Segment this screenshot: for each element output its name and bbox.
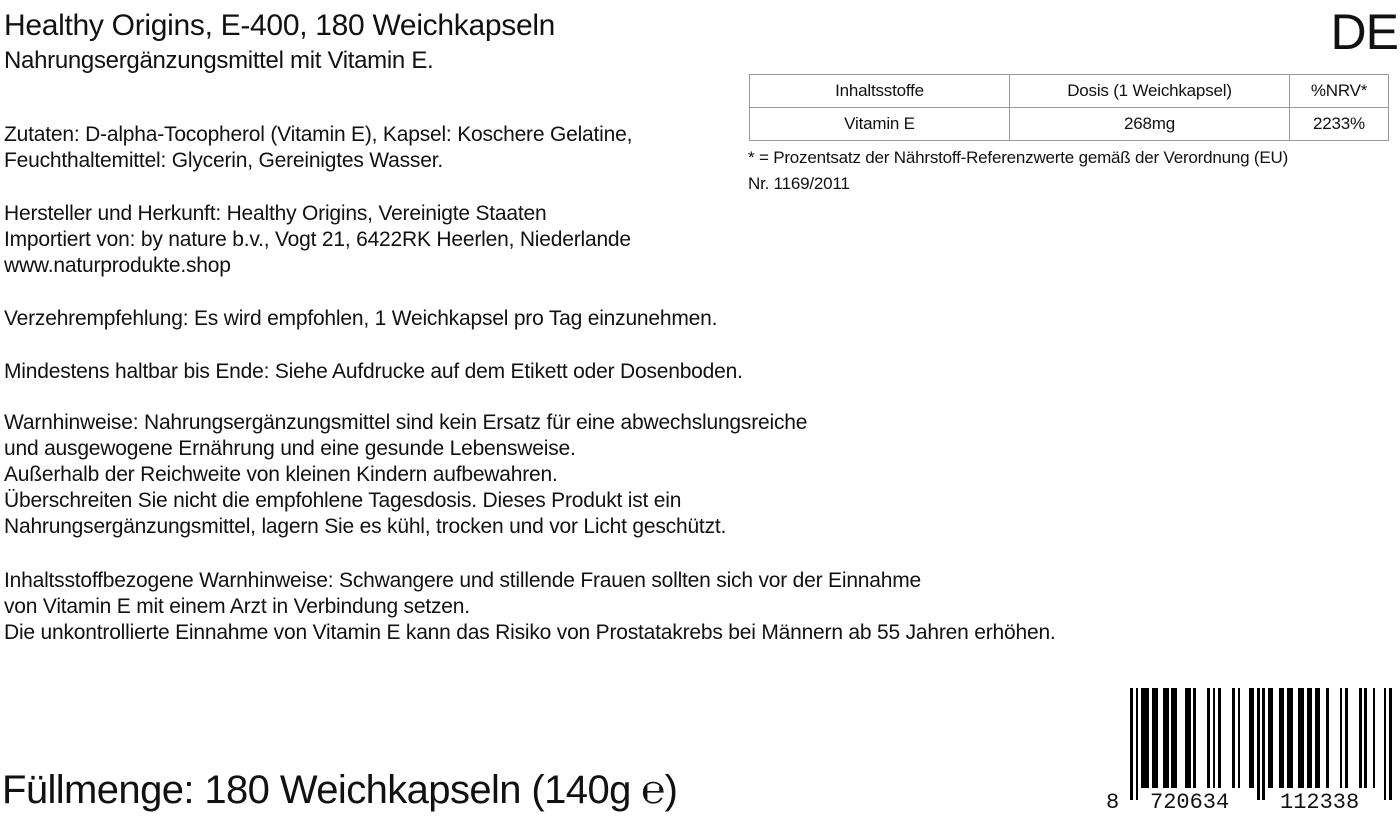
barcode-bars <box>1130 688 1392 788</box>
barcode-first-digit: 8 <box>1106 790 1120 815</box>
ingredients-line: Feuchthaltemittel: Glycerin, Gereinigtes Wasser. <box>4 149 443 172</box>
barcode-bar <box>1193 688 1196 788</box>
nrv-footnote <box>748 145 1288 197</box>
barcode-bar <box>1185 688 1191 788</box>
barcode-bar <box>1207 688 1210 788</box>
language-code: DE <box>1330 4 1398 60</box>
barcode-bar <box>1345 688 1348 788</box>
dosage-recommendation <box>4 306 717 332</box>
ingredients-block <box>4 122 632 174</box>
barcode-bar <box>1218 688 1221 788</box>
warning-line: und ausgewogene Ernährung und eine gesunde Lebensweise. <box>4 437 576 460</box>
table-cell: 2233% <box>1290 108 1389 141</box>
barcode-bar <box>1136 688 1139 800</box>
barcode-bar <box>1249 688 1255 788</box>
barcode-bar <box>1213 688 1216 788</box>
footnote-line: * = Prozentsatz der Nährstoff-Referenzwerte gemäß der Verordnung (EU) <box>748 148 1289 167</box>
nutrition-table <box>749 74 1389 141</box>
ingredient-warning-line: Die unkontrollierte Einnahme von Vitamin E kann das Risiko von Prostatakrebs bei Männern ab 55 Jahren erhöhen. <box>4 621 1056 644</box>
barcode-bar <box>1171 688 1177 788</box>
barcode-bar <box>1279 688 1285 788</box>
product-subtitle: Nahrungsergänzungsmittel mit Vitamin E. <box>4 47 434 74</box>
warning-line: Außerhalb der Reichweite von kleinen Kindern aufbewahren. <box>4 463 558 486</box>
barcode-bar <box>1315 688 1321 788</box>
barcode-bar <box>1340 688 1343 788</box>
barcode-bar <box>1287 688 1293 788</box>
barcode-left-digits: 720634 <box>1150 790 1230 815</box>
barcode-bar <box>1364 688 1367 788</box>
ean-barcode <box>1104 688 1396 820</box>
fill-quantity-close: ) <box>664 768 678 812</box>
table-header-cell: Inhaltsstoffe <box>750 75 1010 108</box>
ingredient-warning-line: von Vitamin E mit einem Arzt in Verbindung setzen. <box>4 595 470 618</box>
manufacturer-line: Importiert von: by nature b.v., Vogt 21, 6422RK Heerlen, Niederlande <box>4 228 631 251</box>
dosage-line: Verzehrempfehlung: Es wird empfohlen, 1 Weichkapsel pro Tag einzunehmen. <box>4 307 718 330</box>
ingredient-warning-line: Inhaltsstoffbezogene Warnhinweise: Schwangere und stillende Frauen sollten sich vor der Einnahme <box>4 569 922 592</box>
fill-quantity-label: Füllmenge: 180 Weichkapseln (140g <box>2 768 631 812</box>
table-cell: 268mg <box>1010 108 1290 141</box>
fill-quantity <box>2 762 677 818</box>
best-before-line: Mindestens haltbar bis Ende: Siehe Aufdrucke auf dem Etikett oder Dosenboden. <box>4 360 743 383</box>
estimated-sign-icon: ℮ <box>641 768 665 812</box>
barcode-bar <box>1359 688 1362 788</box>
barcode-bar <box>1163 688 1169 788</box>
warning-line: Nahrungsergänzungsmittel, lagern Sie es kühl, trocken und vor Licht geschützt. <box>4 515 727 538</box>
barcode-bar <box>1238 688 1241 788</box>
barcode-bar <box>1141 688 1149 788</box>
table-header-cell: Dosis (1 Weichkapsel) <box>1010 75 1290 108</box>
table-header-row <box>750 75 1389 108</box>
barcode-bar <box>1268 688 1274 788</box>
barcode-bar <box>1307 688 1313 788</box>
best-before-note <box>4 359 743 385</box>
barcode-bar <box>1262 688 1265 800</box>
ingredient-warnings-block <box>4 568 1056 646</box>
warning-line: Überschreiten Sie nicht die empfohlene Tagesdosis. Dieses Produkt ist ein <box>4 489 682 512</box>
barcode-bar <box>1389 688 1392 800</box>
footnote-line: Nr. 1169/2011 <box>748 174 850 193</box>
barcode-bar <box>1257 688 1260 800</box>
barcode-right-digits: 112338 <box>1280 790 1360 815</box>
barcode-bar <box>1152 688 1158 788</box>
table-header-cell: %NRV* <box>1290 75 1389 108</box>
barcode-bar <box>1373 688 1376 788</box>
manufacturer-block <box>4 201 631 279</box>
table-cell: Vitamin E <box>750 108 1010 141</box>
table-row <box>750 108 1389 141</box>
barcode-bar <box>1326 688 1329 788</box>
warnings-block <box>4 410 807 540</box>
ingredients-line: Zutaten: D-alpha-Tocopherol (Vitamin E), Kapsel: Koschere Gelatine, <box>4 123 633 146</box>
website-link: www.naturprodukte.shop <box>4 254 231 277</box>
barcode-bar <box>1298 688 1304 788</box>
product-title: Healthy Origins, E-400, 180 Weichkapseln <box>4 9 556 42</box>
barcode-bar <box>1232 688 1235 788</box>
warning-line: Warnhinweise: Nahrungsergänzungsmittel sind kein Ersatz für eine abwechslungsreiche <box>4 411 808 434</box>
manufacturer-line: Hersteller und Herkunft: Healthy Origins, Vereinigte Staaten <box>4 202 547 225</box>
barcode-bar <box>1130 688 1133 800</box>
barcode-bar <box>1384 688 1387 800</box>
